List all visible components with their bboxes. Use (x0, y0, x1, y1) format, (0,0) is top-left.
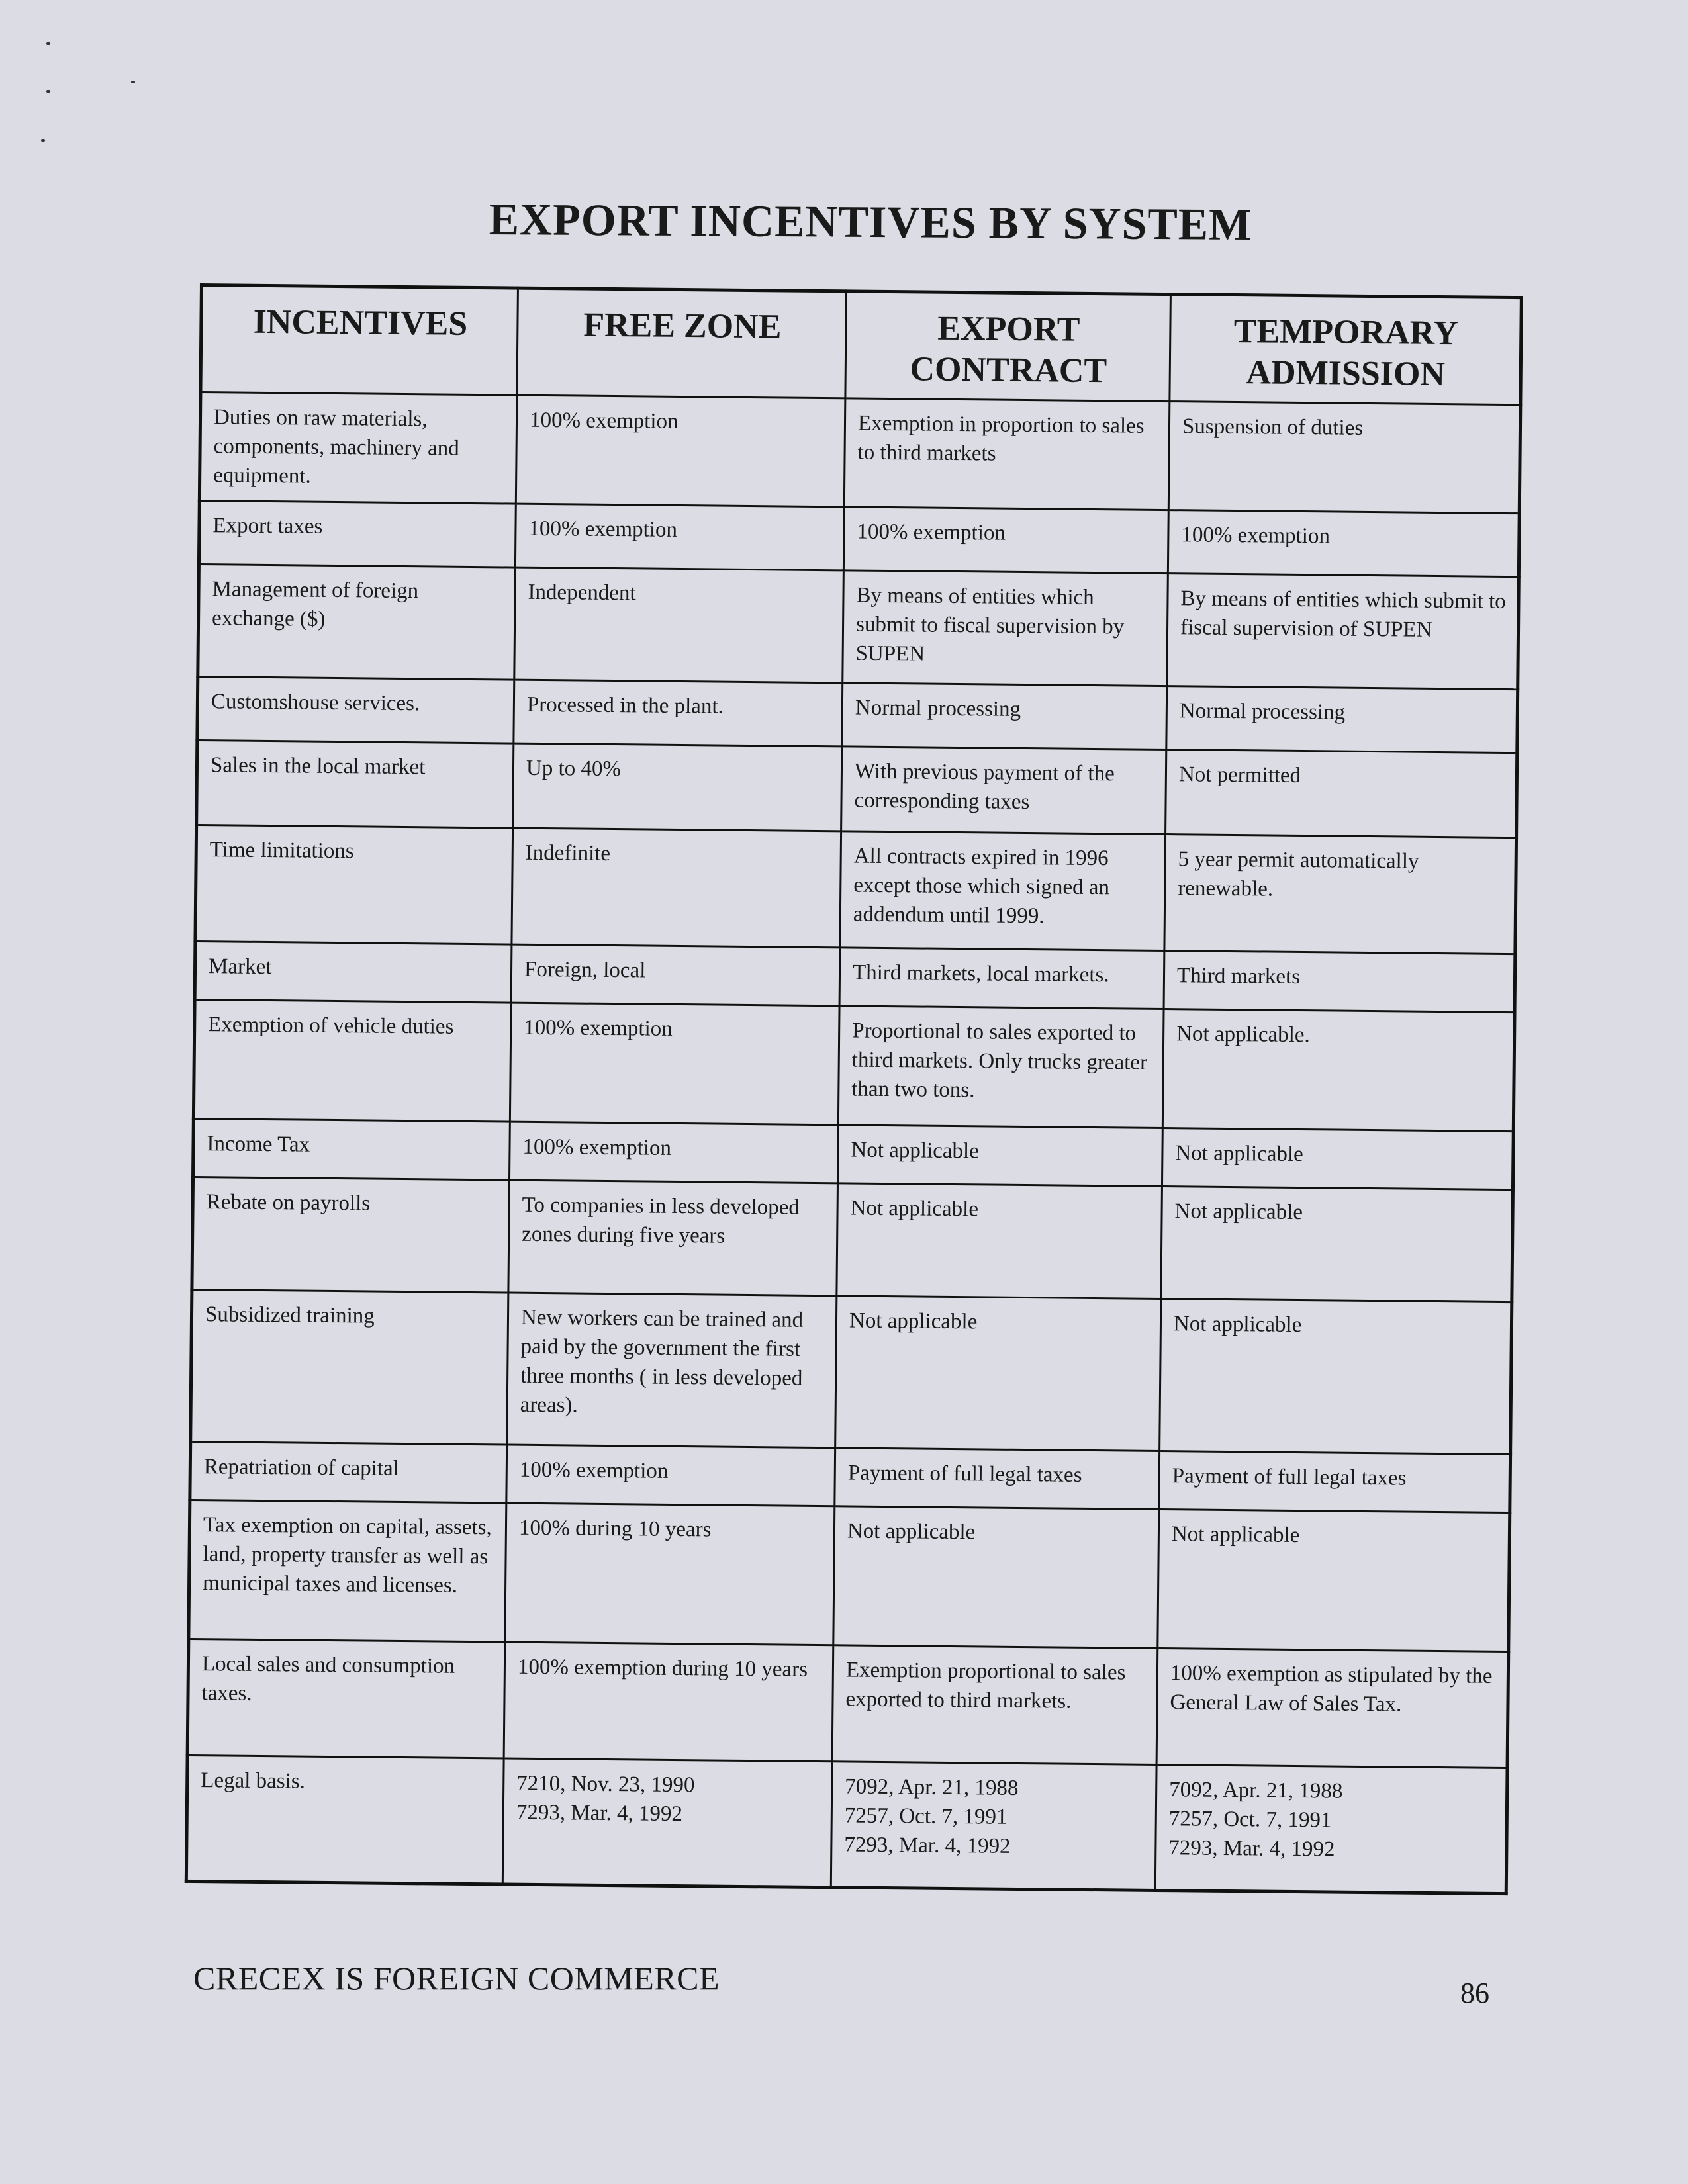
table-row (187, 1639, 1509, 1768)
header-temporary-admission: TEMPORARY ADMISSION (1170, 295, 1522, 405)
table-cell-export-contract: Not applicable (835, 1296, 1161, 1451)
table-cell-free-zone: 100% exemption (515, 504, 844, 570)
table-cell-temporary-admission: 5 year permit automatically renewable. (1164, 835, 1517, 954)
table-cell-export-contract: Normal processing (842, 683, 1167, 750)
table-cell-export-contract: Not applicable (837, 1125, 1162, 1187)
table-cell-export-contract: Third markets, local markets. (839, 948, 1164, 1009)
table-cell-free-zone: 100% exemption (510, 1122, 839, 1183)
table-cell-incentive: Repatriation of capital (190, 1441, 507, 1503)
table-cell-incentive: Export taxes (199, 501, 516, 568)
table-cell-temporary-admission: Suspension of duties (1168, 402, 1521, 514)
scan-speck (41, 139, 45, 142)
table-cell-incentive: Time limitations (195, 825, 513, 944)
scan-speck (46, 90, 50, 93)
scan-speck (131, 81, 135, 83)
table-cell-temporary-admission: By means of entities which submit to fiscal supervision of SUPEN (1167, 574, 1519, 690)
header-export-contract: EXPORT CONTRACT (845, 291, 1171, 402)
table-header-row (201, 285, 1521, 405)
table-cell-incentive: Local sales and consumption taxes. (187, 1639, 505, 1758)
table-row (198, 565, 1519, 690)
table-cell-incentive: Income Tax (193, 1118, 510, 1180)
table-cell-temporary-admission: Normal processing (1166, 686, 1518, 753)
table-cell-free-zone: Up to 40% (513, 743, 842, 831)
table-cell-export-contract: With previous payment of the corresponding taxes (841, 747, 1166, 835)
table-cell-incentive: Sales in the local market (197, 740, 514, 828)
table-row (191, 1289, 1512, 1454)
table-cell-free-zone: 7210, Nov. 23, 1990 7293, Mar. 4, 1992 (502, 1758, 832, 1888)
table-cell-free-zone: 100% exemption during 10 years (504, 1642, 833, 1762)
header-incentives: INCENTIVES (201, 285, 518, 396)
table-cell-free-zone: 100% exemption (510, 1003, 839, 1125)
table-cell-incentive: Subsidized training (191, 1289, 508, 1445)
table-cell-temporary-admission: 100% exemption (1168, 510, 1519, 577)
table-row (193, 999, 1515, 1131)
table-cell-free-zone: Foreign, local (511, 944, 840, 1006)
page-title: EXPORT INCENTIVES BY SYSTEM (489, 193, 1252, 250)
table-cell-export-contract: Proportional to sales exported to third markets. Only trucks greater than two tons. (838, 1006, 1164, 1128)
table-cell-free-zone: Indefinite (512, 828, 841, 948)
table-cell-incentive: Exemption of vehicle duties (193, 999, 511, 1122)
table-cell-temporary-admission: Not applicable. (1162, 1009, 1515, 1132)
table-cell-temporary-admission: Not applicable (1158, 1509, 1510, 1651)
table-row (199, 392, 1520, 514)
table-cell-export-contract: 100% exemption (843, 507, 1168, 574)
table-cell-incentive: Duties on raw materials, components, machinery and equipment. (199, 392, 517, 504)
table-cell-free-zone: Processed in the plant. (514, 680, 843, 747)
table-cell-temporary-admission: 100% exemption as stipulated by the General Law of Sales Tax. (1156, 1648, 1509, 1768)
table-cell-temporary-admission: 7092, Apr. 21, 1988 7257, Oct. 7, 1991 7293, Mar. 4, 1992 (1155, 1764, 1507, 1893)
table-cell-export-contract: All contracts expired in 1996 except those which signed an addendum until 1999. (840, 831, 1166, 951)
table-row (197, 740, 1517, 837)
table-cell-free-zone: Independent (514, 567, 844, 683)
table-row (189, 1500, 1510, 1651)
table-cell-free-zone: To companies in less developed zones during five years (508, 1180, 838, 1296)
table-cell-export-contract: Payment of full legal taxes (835, 1448, 1160, 1510)
incentives-table (185, 283, 1523, 1895)
table-row (199, 501, 1519, 577)
table-cell-export-contract: By means of entities which submit to fiscal supervision by SUPEN (843, 570, 1168, 686)
table-cell-free-zone: 100% exemption (506, 1445, 835, 1506)
table-cell-incentive: Rebate on payrolls (192, 1177, 510, 1293)
table-cell-free-zone: 100% during 10 years (505, 1503, 835, 1645)
table-cell-export-contract: Exemption in proportion to sales to third markets (844, 398, 1170, 510)
table-cell-temporary-admission: Payment of full legal taxes (1159, 1451, 1511, 1512)
table-cell-temporary-admission: Third markets (1164, 951, 1515, 1013)
table-cell-export-contract: Not applicable (833, 1506, 1159, 1649)
table-cell-incentive: Management of foreign exchange ($) (198, 565, 516, 680)
table-cell-export-contract: Exemption proportional to sales exported to third markets. (832, 1645, 1158, 1765)
scan-speck (46, 42, 50, 45)
table-row (195, 825, 1517, 954)
table-cell-export-contract: 7092, Apr. 21, 1988 7257, Oct. 7, 1991 7293, Mar. 4, 1992 (831, 1762, 1156, 1891)
table-cell-temporary-admission: Not applicable (1162, 1128, 1513, 1190)
table-cell-incentive: Customshouse services. (197, 676, 514, 743)
table-cell-export-contract: Not applicable (837, 1183, 1162, 1299)
page-number: 86 (1460, 1977, 1489, 2009)
header-free-zone: FREE ZONE (517, 288, 847, 398)
table-cell-temporary-admission: Not applicable (1160, 1299, 1512, 1455)
table-row (197, 676, 1518, 752)
table-cell-free-zone: New workers can be trained and paid by the government the first three months ( in less developed areas). (507, 1293, 837, 1448)
table-cell-incentive: Tax exemption on capital, assets, land, property transfer as well as municipal taxes and licenses. (189, 1500, 506, 1642)
table-row (192, 1177, 1513, 1302)
table-cell-incentive: Legal basis. (186, 1755, 504, 1884)
table-cell-temporary-admission: Not permitted (1166, 750, 1517, 838)
table-row (186, 1755, 1507, 1893)
table-cell-free-zone: 100% exemption (516, 395, 845, 507)
footer-text: CRECEX IS FOREIGN COMMERCE (193, 1960, 720, 1997)
table-cell-incentive: Market (195, 941, 512, 1003)
incentives-table-container (185, 283, 1520, 1895)
table-cell-temporary-admission: Not applicable (1161, 1187, 1513, 1302)
table-body (186, 392, 1521, 1894)
